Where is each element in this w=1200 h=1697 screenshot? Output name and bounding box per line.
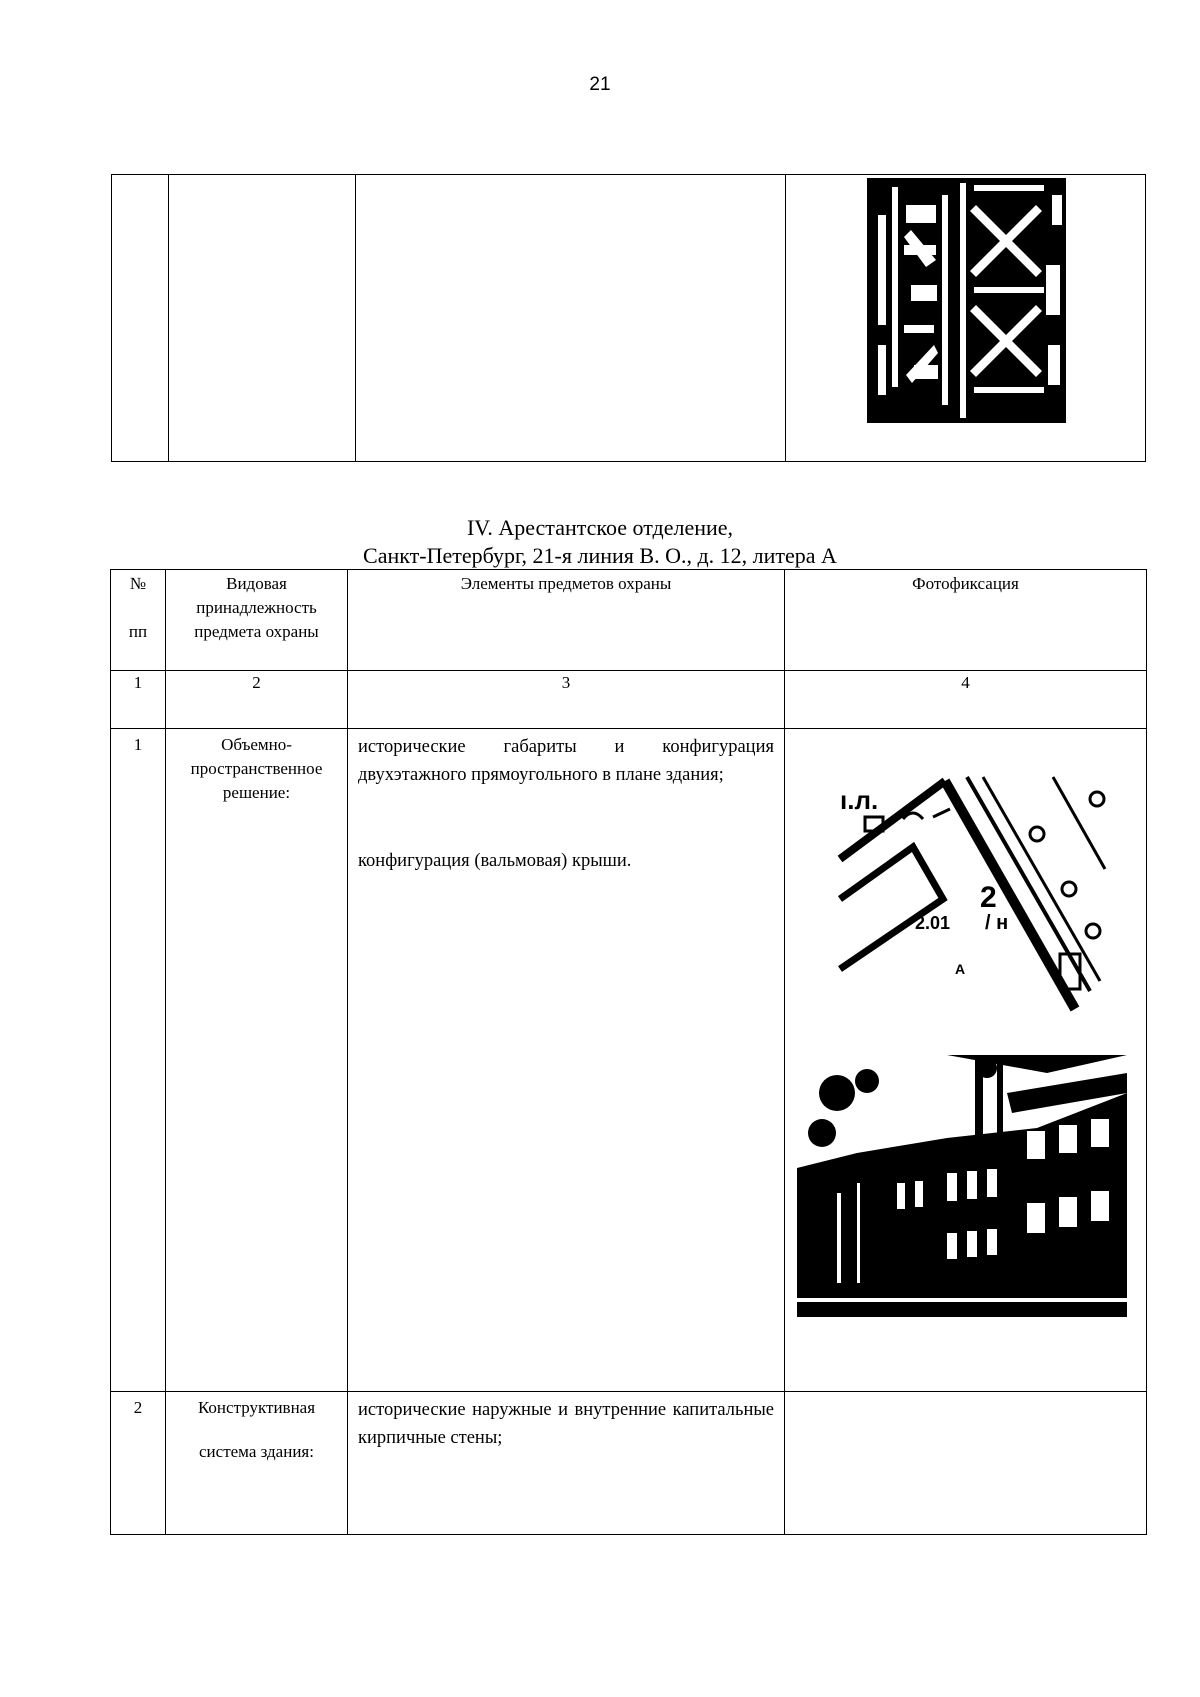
section-title-line1: IV. Арестантское отделение, <box>466 515 734 540</box>
row1-num: 1 <box>111 729 166 1392</box>
continuation-table <box>111 174 1146 462</box>
table-row <box>111 729 1147 1392</box>
row1-type-line1: Объемно- <box>221 735 292 754</box>
site-plan-photo-icon <box>785 729 1145 1029</box>
row2-type-line1: Конструктивная <box>197 1398 316 1417</box>
row2-elements: исторические наружные и внутренние капитальные кирпичные стены; <box>348 1392 785 1535</box>
table-row <box>111 1392 1147 1535</box>
cont-cell-elements <box>356 175 786 462</box>
row1-elements <box>348 729 785 1392</box>
row2-photos <box>785 1392 1147 1535</box>
colnum-1: 1 <box>111 671 166 729</box>
header-elements: Элементы предметов охраны <box>348 570 785 671</box>
cont-cell-num <box>112 175 169 462</box>
protection-items-table <box>110 569 1147 1535</box>
header-type: Видовая принадлежность предмета охраны <box>166 570 348 671</box>
header-num-line2: пп <box>128 622 148 641</box>
svg-text:ı.л.: ı.л. <box>840 785 879 815</box>
building-photo-icon <box>797 1033 1157 1323</box>
row2-type-line2: система здания: <box>199 1442 314 1461</box>
section-title-line2: Санкт-Петербург, 21-я линия В. О., д. 12, литера А <box>363 543 837 568</box>
section-title <box>0 514 1200 570</box>
fence-photo-icon <box>786 175 1146 425</box>
header-num <box>111 570 166 671</box>
svg-text:2: 2 <box>980 881 997 914</box>
cont-cell-type <box>169 175 356 462</box>
row1-type-line3: решение: <box>222 783 291 802</box>
svg-text:А: А <box>955 961 966 977</box>
column-numbers-row <box>111 671 1147 729</box>
table-header-row <box>111 570 1147 671</box>
row1-element1: исторические габариты и конфигурация двухэтажного прямоугольного в плане здания; <box>358 737 774 785</box>
row1-element2: конфигурация (вальмовая) крыши. <box>358 851 632 871</box>
page-number: 21 <box>589 74 611 95</box>
row2-num: 2 <box>111 1392 166 1535</box>
cont-cell-photo <box>786 175 1146 462</box>
row1-type <box>166 729 348 1392</box>
row2-type <box>166 1392 348 1535</box>
colnum-4: 4 <box>785 671 1147 729</box>
svg-text:/ н: / н <box>985 912 1009 934</box>
header-photo: Фотофиксация <box>785 570 1147 671</box>
colnum-2: 2 <box>166 671 348 729</box>
svg-text:2.01: 2.01 <box>915 913 951 933</box>
header-num-line1: № <box>129 574 147 593</box>
row1-photos <box>785 729 1147 1392</box>
colnum-3: 3 <box>348 671 785 729</box>
row1-type-line2: пространственное <box>190 759 323 778</box>
